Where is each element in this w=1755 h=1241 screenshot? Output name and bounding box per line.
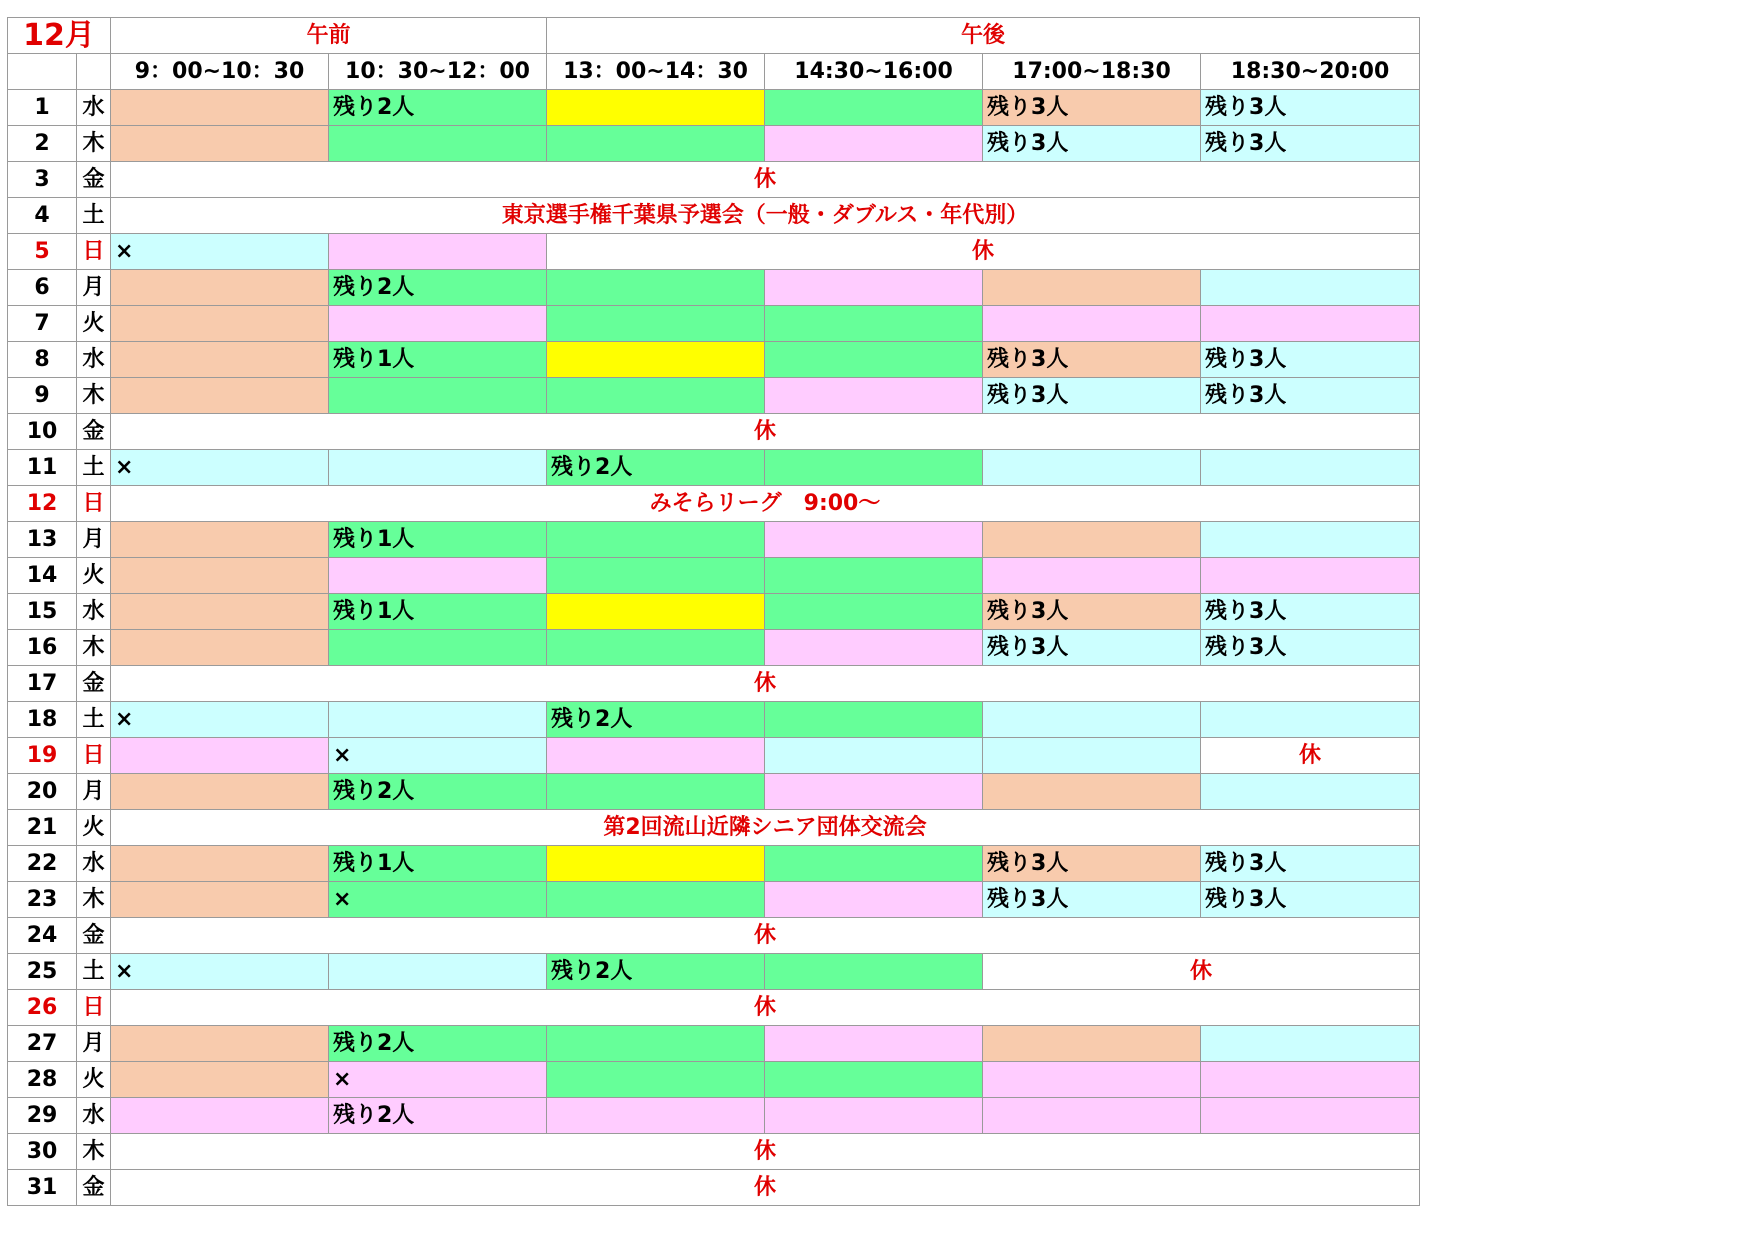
day-row (8, 1134, 1420, 1170)
closed-or-event-cell: 休 (111, 918, 1420, 954)
day-row (8, 306, 1420, 342)
slot-cell: × (111, 450, 329, 486)
slot-cell: 残り3人 (983, 882, 1201, 918)
day-number: 2 (8, 126, 77, 162)
day-row (8, 1098, 1420, 1134)
slot-cell (111, 594, 329, 630)
slot-cell (547, 1026, 765, 1062)
slot-cell (329, 630, 547, 666)
time-slot-header: 13：00~14：30 (547, 54, 765, 90)
day-row (8, 414, 1420, 450)
slot-cell (547, 342, 765, 378)
closed-or-event-cell: 休 (1201, 738, 1420, 774)
day-number: 29 (8, 1098, 77, 1134)
slot-cell (547, 630, 765, 666)
closed-or-event-cell: 休 (111, 1134, 1420, 1170)
closed-or-event-cell: 休 (547, 234, 1420, 270)
slot-cell (765, 342, 983, 378)
weekday-label: 火 (77, 810, 111, 846)
slot-cell (111, 738, 329, 774)
day-row (8, 702, 1420, 738)
slot-cell: 残り3人 (1201, 342, 1420, 378)
weekday-label: 日 (77, 990, 111, 1026)
time-slot-header: 10：30~12：00 (329, 54, 547, 90)
day-number: 18 (8, 702, 77, 738)
slot-cell (547, 594, 765, 630)
day-number: 1 (8, 90, 77, 126)
closed-or-event-cell: 休 (111, 414, 1420, 450)
weekday-label: 火 (77, 558, 111, 594)
slot-cell (983, 522, 1201, 558)
day-row (8, 342, 1420, 378)
slot-cell (983, 270, 1201, 306)
slot-cell (111, 1098, 329, 1134)
weekday-column-header (77, 54, 111, 90)
slot-cell: 残り3人 (983, 630, 1201, 666)
day-row (8, 90, 1420, 126)
slot-cell: 残り3人 (1201, 378, 1420, 414)
day-number: 27 (8, 1026, 77, 1062)
slot-cell (765, 774, 983, 810)
day-column-header (8, 54, 77, 90)
weekday-label: 木 (77, 1134, 111, 1170)
slot-cell: 残り2人 (547, 702, 765, 738)
closed-or-event-cell: 休 (111, 666, 1420, 702)
day-number: 21 (8, 810, 77, 846)
slot-cell (111, 882, 329, 918)
weekday-label: 木 (77, 126, 111, 162)
slot-cell (547, 774, 765, 810)
slot-cell (983, 738, 1201, 774)
day-number: 24 (8, 918, 77, 954)
day-number: 28 (8, 1062, 77, 1098)
slot-cell (765, 882, 983, 918)
slot-cell: 残り2人 (329, 774, 547, 810)
slot-cell (765, 630, 983, 666)
slot-cell: × (111, 702, 329, 738)
slot-cell (329, 234, 547, 270)
day-number: 12 (8, 486, 77, 522)
slot-cell (765, 738, 983, 774)
day-row (8, 882, 1420, 918)
header-row-times (8, 54, 1420, 90)
day-number: 31 (8, 1170, 77, 1206)
day-row (8, 810, 1420, 846)
slot-cell: 残り3人 (983, 126, 1201, 162)
day-row (8, 630, 1420, 666)
weekday-label: 水 (77, 594, 111, 630)
day-number: 13 (8, 522, 77, 558)
slot-cell: × (329, 738, 547, 774)
weekday-label: 木 (77, 378, 111, 414)
slot-cell (1201, 306, 1420, 342)
closed-or-event-cell: 東京選手権千葉県予選会（一般・ダブルス・年代別） (111, 198, 1420, 234)
slot-cell (1201, 522, 1420, 558)
am-header: 午前 (111, 18, 547, 54)
day-row (8, 738, 1420, 774)
day-row (8, 774, 1420, 810)
day-number: 3 (8, 162, 77, 198)
slot-cell: 残り1人 (329, 846, 547, 882)
slot-cell (765, 126, 983, 162)
day-number: 7 (8, 306, 77, 342)
slot-cell (547, 270, 765, 306)
slot-cell (983, 702, 1201, 738)
slot-cell (765, 846, 983, 882)
slot-cell: 残り2人 (329, 1026, 547, 1062)
slot-cell (547, 126, 765, 162)
slot-cell (547, 558, 765, 594)
slot-cell (111, 630, 329, 666)
closed-or-event-cell: 休 (111, 1170, 1420, 1206)
slot-cell: × (111, 234, 329, 270)
slot-cell (1201, 1098, 1420, 1134)
weekday-label: 水 (77, 1098, 111, 1134)
slot-cell (983, 558, 1201, 594)
day-number: 26 (8, 990, 77, 1026)
closed-or-event-cell: 休 (983, 954, 1420, 990)
slot-cell (547, 882, 765, 918)
day-row (8, 558, 1420, 594)
day-number: 19 (8, 738, 77, 774)
slot-cell (765, 558, 983, 594)
slot-cell: 残り1人 (329, 522, 547, 558)
weekday-label: 月 (77, 270, 111, 306)
day-row (8, 954, 1420, 990)
weekday-label: 土 (77, 954, 111, 990)
slot-cell (111, 1062, 329, 1098)
slot-cell (329, 378, 547, 414)
day-row (8, 522, 1420, 558)
slot-cell (329, 702, 547, 738)
day-row (8, 234, 1420, 270)
day-row (8, 126, 1420, 162)
slot-cell: 残り3人 (983, 90, 1201, 126)
slot-cell: 残り3人 (1201, 846, 1420, 882)
slot-cell (111, 522, 329, 558)
slot-cell: 残り2人 (329, 1098, 547, 1134)
day-row (8, 990, 1420, 1026)
day-number: 6 (8, 270, 77, 306)
weekday-label: 火 (77, 1062, 111, 1098)
slot-cell (983, 1062, 1201, 1098)
day-row (8, 666, 1420, 702)
slot-cell (765, 702, 983, 738)
slot-cell: 残り1人 (329, 594, 547, 630)
slot-cell (111, 774, 329, 810)
day-number: 5 (8, 234, 77, 270)
slot-cell (983, 1098, 1201, 1134)
slot-cell (547, 90, 765, 126)
slot-cell: × (329, 1062, 547, 1098)
weekday-label: 金 (77, 162, 111, 198)
closed-or-event-cell: 休 (111, 162, 1420, 198)
slot-cell (765, 450, 983, 486)
slot-cell (547, 522, 765, 558)
day-row (8, 1170, 1420, 1206)
slot-cell (765, 594, 983, 630)
slot-cell: 残り2人 (329, 90, 547, 126)
slot-cell (329, 954, 547, 990)
slot-cell (111, 1026, 329, 1062)
slot-cell (765, 270, 983, 306)
time-slot-header: 17:00~18:30 (983, 54, 1201, 90)
slot-cell: 残り3人 (1201, 90, 1420, 126)
slot-cell (983, 774, 1201, 810)
slot-cell (983, 1026, 1201, 1062)
slot-cell (983, 306, 1201, 342)
day-number: 17 (8, 666, 77, 702)
day-number: 11 (8, 450, 77, 486)
slot-cell (111, 558, 329, 594)
slot-cell (765, 90, 983, 126)
pm-header: 午後 (547, 18, 1420, 54)
day-row (8, 918, 1420, 954)
day-number: 25 (8, 954, 77, 990)
weekday-label: 月 (77, 774, 111, 810)
slot-cell (329, 126, 547, 162)
day-number: 10 (8, 414, 77, 450)
weekday-label: 木 (77, 630, 111, 666)
slot-cell (111, 378, 329, 414)
day-row (8, 486, 1420, 522)
slot-cell (765, 522, 983, 558)
time-slot-header: 18:30~20:00 (1201, 54, 1420, 90)
day-number: 15 (8, 594, 77, 630)
slot-cell (1201, 270, 1420, 306)
slot-cell (1201, 558, 1420, 594)
day-row (8, 270, 1420, 306)
weekday-label: 金 (77, 1170, 111, 1206)
slot-cell: 残り3人 (1201, 126, 1420, 162)
slot-cell (765, 306, 983, 342)
slot-cell (765, 378, 983, 414)
closed-or-event-cell: みそらリーグ 9:00～ (111, 486, 1420, 522)
day-number: 14 (8, 558, 77, 594)
weekday-label: 水 (77, 90, 111, 126)
slot-cell (111, 306, 329, 342)
slot-cell: 残り3人 (983, 342, 1201, 378)
weekday-label: 日 (77, 738, 111, 774)
weekday-label: 水 (77, 846, 111, 882)
schedule-body (8, 18, 1420, 1206)
slot-cell (547, 846, 765, 882)
slot-cell: 残り3人 (1201, 594, 1420, 630)
weekday-label: 金 (77, 414, 111, 450)
day-number: 4 (8, 198, 77, 234)
slot-cell (111, 126, 329, 162)
slot-cell (329, 306, 547, 342)
weekday-label: 木 (77, 882, 111, 918)
slot-cell: 残り3人 (983, 846, 1201, 882)
day-row (8, 450, 1420, 486)
weekday-label: 土 (77, 198, 111, 234)
slot-cell (1201, 1026, 1420, 1062)
slot-cell (1201, 1062, 1420, 1098)
day-number: 9 (8, 378, 77, 414)
day-number: 16 (8, 630, 77, 666)
month-label: 12月 (8, 18, 111, 54)
slot-cell: 残り3人 (1201, 630, 1420, 666)
slot-cell: 残り3人 (983, 594, 1201, 630)
slot-cell: 残り2人 (329, 270, 547, 306)
day-number: 8 (8, 342, 77, 378)
day-row (8, 594, 1420, 630)
slot-cell (547, 1062, 765, 1098)
slot-cell (1201, 774, 1420, 810)
slot-cell (111, 270, 329, 306)
slot-cell (547, 738, 765, 774)
slot-cell: 残り1人 (329, 342, 547, 378)
slot-cell: 残り2人 (547, 954, 765, 990)
slot-cell (765, 954, 983, 990)
slot-cell: × (111, 954, 329, 990)
day-row (8, 378, 1420, 414)
slot-cell (111, 90, 329, 126)
slot-cell (1201, 450, 1420, 486)
slot-cell (111, 846, 329, 882)
slot-cell (547, 378, 765, 414)
slot-cell (547, 306, 765, 342)
weekday-label: 月 (77, 522, 111, 558)
closed-or-event-cell: 休 (111, 990, 1420, 1026)
slot-cell (765, 1026, 983, 1062)
slot-cell (111, 342, 329, 378)
day-number: 30 (8, 1134, 77, 1170)
day-row (8, 198, 1420, 234)
header-row-period (8, 18, 1420, 54)
weekday-label: 金 (77, 918, 111, 954)
weekday-label: 月 (77, 1026, 111, 1062)
slot-cell (329, 558, 547, 594)
weekday-label: 金 (77, 666, 111, 702)
slot-cell (765, 1062, 983, 1098)
weekday-label: 火 (77, 306, 111, 342)
slot-cell: × (329, 882, 547, 918)
closed-or-event-cell: 第2回流山近隣シニア団体交流会 (111, 810, 1420, 846)
slot-cell (765, 1098, 983, 1134)
slot-cell: 残り3人 (1201, 882, 1420, 918)
schedule-table (7, 17, 1420, 1206)
weekday-label: 日 (77, 234, 111, 270)
day-row (8, 1026, 1420, 1062)
weekday-label: 水 (77, 342, 111, 378)
day-row (8, 162, 1420, 198)
day-number: 23 (8, 882, 77, 918)
weekday-label: 日 (77, 486, 111, 522)
time-slot-header: 14:30~16:00 (765, 54, 983, 90)
weekday-label: 土 (77, 450, 111, 486)
slot-cell (983, 450, 1201, 486)
slot-cell: 残り3人 (983, 378, 1201, 414)
slot-cell (329, 450, 547, 486)
day-number: 22 (8, 846, 77, 882)
time-slot-header: 9：00~10：30 (111, 54, 329, 90)
day-number: 20 (8, 774, 77, 810)
day-row (8, 846, 1420, 882)
slot-cell (1201, 702, 1420, 738)
slot-cell (547, 1098, 765, 1134)
slot-cell: 残り2人 (547, 450, 765, 486)
weekday-label: 土 (77, 702, 111, 738)
day-row (8, 1062, 1420, 1098)
